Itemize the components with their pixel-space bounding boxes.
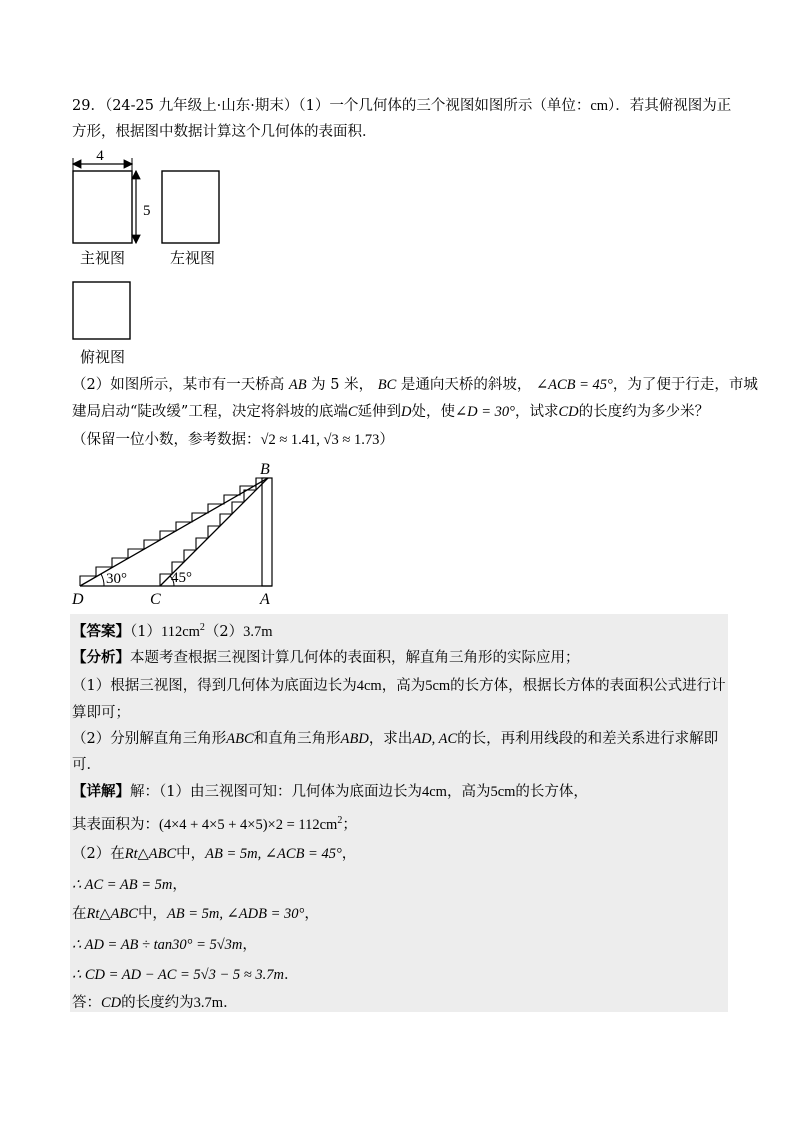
front-view-label: 主视图: [80, 249, 126, 267]
part2-text: 延伸到: [357, 404, 401, 420]
analysis-value: 4cm: [356, 678, 382, 694]
part1-text: ）．若其俯视图为正: [608, 98, 732, 114]
detail-line-3: [72, 844, 356, 864]
angle-45-label: 45°: [171, 570, 192, 586]
answer-line: [72, 618, 273, 642]
detail-text: ；: [342, 816, 357, 833]
math-ad: ∴ AD = AB ÷ tan30° = 5√3m: [72, 937, 243, 953]
height-label: 5: [143, 203, 151, 219]
analysis-text: 的长，再利用线段的和差关系进行求解即: [457, 731, 719, 747]
math-abd: ABD: [340, 731, 369, 747]
detail-text: ，: [341, 846, 357, 862]
detail-text: 其表面积为：: [72, 816, 159, 833]
answer-text: （1）: [130, 623, 161, 640]
part2-line-2: [72, 402, 709, 422]
detail-text: ．: [223, 995, 238, 1011]
analysis-value: 5cm: [425, 678, 451, 694]
math-angle-d: ∠D = 30°: [454, 404, 515, 420]
part2-text: 处，使: [411, 404, 455, 420]
point-c-label: C: [150, 591, 161, 608]
front-view-rect: [73, 171, 132, 243]
math-bc: BC: [377, 377, 397, 393]
part2-text: 建局启动“陡改缓”工程，决定将斜坡的底端: [72, 404, 348, 420]
width-label: 4: [96, 148, 104, 164]
math-reference-data: √2 ≈ 1.41, √3 ≈ 1.73: [260, 432, 380, 448]
analysis-tag: 【分析】: [72, 649, 130, 666]
part2-text: 是通向天桥的斜坡，: [400, 377, 532, 393]
detail-text: 中，: [176, 846, 206, 862]
detail-line-8: [72, 993, 238, 1013]
part2-text: ，为了便于行走，市城: [612, 377, 758, 393]
point-a-label: A: [260, 591, 270, 608]
left-view-rect: [162, 171, 219, 243]
math-surface-area: (4×4 + 4×5 + 4×5)×2 = 112cm: [159, 816, 338, 833]
point-b-label: B: [260, 461, 270, 478]
part2-line-3: [72, 430, 394, 450]
part2-text: （2）如图所示，某市有一天桥高: [72, 377, 285, 393]
question-source: （24-25 九年级上·山东·期末）: [104, 98, 299, 114]
detail-line-4: [72, 875, 187, 895]
detail-tag: 【详解】: [72, 783, 130, 800]
math-ab: AB: [288, 377, 307, 393]
question-line-1: [72, 96, 731, 116]
math-given: AB = 5m, ∠ACB = 45°: [205, 846, 342, 862]
answer-2-value: 3.7m: [243, 623, 273, 640]
math-ad-ac: AD, AC: [412, 731, 458, 747]
unit-cm: cm: [590, 98, 609, 114]
analysis-text: 和直角三角形: [253, 731, 341, 747]
detail-text: ．: [283, 967, 299, 983]
part2-text: ）: [379, 432, 394, 448]
top-view-label: 俯视图: [80, 348, 126, 366]
math-ac-ab: ∴ AC = AB = 5m: [72, 877, 173, 893]
detail-text: 答：: [72, 995, 101, 1011]
detail-text: ，: [242, 937, 257, 953]
analysis-text: 算即可；: [72, 705, 130, 721]
part1-text: 方形，根据图中数据计算这个几何体的表面积．: [72, 124, 377, 140]
part2-text: ，试求: [514, 404, 559, 420]
analysis-text: ，求出: [368, 731, 413, 747]
detail-value: 4cm: [421, 784, 447, 800]
analysis-line-5: [72, 755, 101, 775]
angle-arc-30: [101, 574, 104, 586]
detail-line-2: [72, 811, 357, 835]
analysis-line-1: [72, 648, 580, 668]
analysis-line-2: [72, 676, 726, 696]
analysis-text: 本题考查根据三视图计算几何体的表面积，解直角三角形的实际应用；: [130, 650, 580, 666]
answer-text: （2）: [204, 623, 244, 640]
analysis-text: ，高为: [381, 678, 426, 694]
math-c: C: [347, 404, 358, 420]
analysis-text: 可．: [72, 757, 101, 773]
pillar-ab: [262, 478, 272, 586]
top-view-rect: [73, 282, 130, 339]
final-value: 3.7m: [193, 995, 224, 1011]
math-cd-final: CD: [101, 995, 122, 1011]
answer-1-value: 112cm: [160, 623, 200, 640]
analysis-line-3: [72, 703, 130, 723]
detail-text: ，: [172, 877, 187, 893]
answer-tag: 【答案】: [72, 622, 130, 640]
detail-text: 的长度约为: [121, 995, 194, 1011]
detail-line-6: [72, 935, 257, 955]
point-d-label: D: [72, 591, 84, 608]
part2-text: 的长度约为多少米？: [578, 404, 710, 420]
math-rt-abc: Rt△ABC: [124, 846, 177, 862]
math-abc: ABC: [226, 731, 254, 747]
detail-value: 5cm: [490, 784, 516, 800]
detail-line-1: [72, 782, 588, 802]
detail-line-7: [72, 965, 298, 985]
part2-text: （保留一位小数，参考数据：: [72, 432, 261, 448]
math-cd: CD: [558, 404, 579, 420]
math-given-2: AB = 5m, ∠ADB = 30°: [166, 906, 305, 922]
math-rt-abc: Rt△ABC: [86, 906, 138, 922]
math-angle-acb: ∠ACB = 45°: [535, 377, 613, 393]
detail-sup: 2: [337, 815, 343, 826]
left-view-label: 左视图: [170, 249, 216, 267]
question-number: 29．: [72, 98, 105, 114]
detail-text: 解：（1）由三视图可知：几何体为底面边长为: [130, 784, 422, 800]
detail-text: 的长方体，: [515, 784, 588, 800]
angle-30-label: 30°: [106, 571, 127, 587]
detail-text: ，: [304, 906, 319, 922]
detail-line-5: [72, 904, 319, 924]
detail-text: 中，: [137, 906, 167, 922]
analysis-text: （2）分别解直角三角形: [72, 731, 227, 747]
math-d: D: [401, 404, 412, 420]
math-cd: ∴ CD = AD − AC = 5√3 − 5 ≈ 3.7m: [72, 967, 284, 983]
detail-text: ，高为: [446, 784, 491, 800]
analysis-text: 的长方体，根据长方体的表面积公式进行计: [450, 678, 726, 694]
analysis-text: （1）根据三视图，得到几何体为底面边长为: [72, 678, 357, 694]
question-line-2: [72, 122, 377, 142]
analysis-line-4: [72, 729, 718, 749]
answer-1-sup: 2: [199, 622, 205, 633]
part2-line-1: [72, 375, 758, 395]
overpass-figure: [66, 458, 296, 608]
detail-text: 在: [72, 906, 87, 922]
part1-text: （1）一个几何体的三个视图如图所示（单位：: [298, 98, 591, 114]
part2-text: 为 5 米，: [311, 377, 374, 393]
detail-text: （2）在: [72, 846, 125, 862]
